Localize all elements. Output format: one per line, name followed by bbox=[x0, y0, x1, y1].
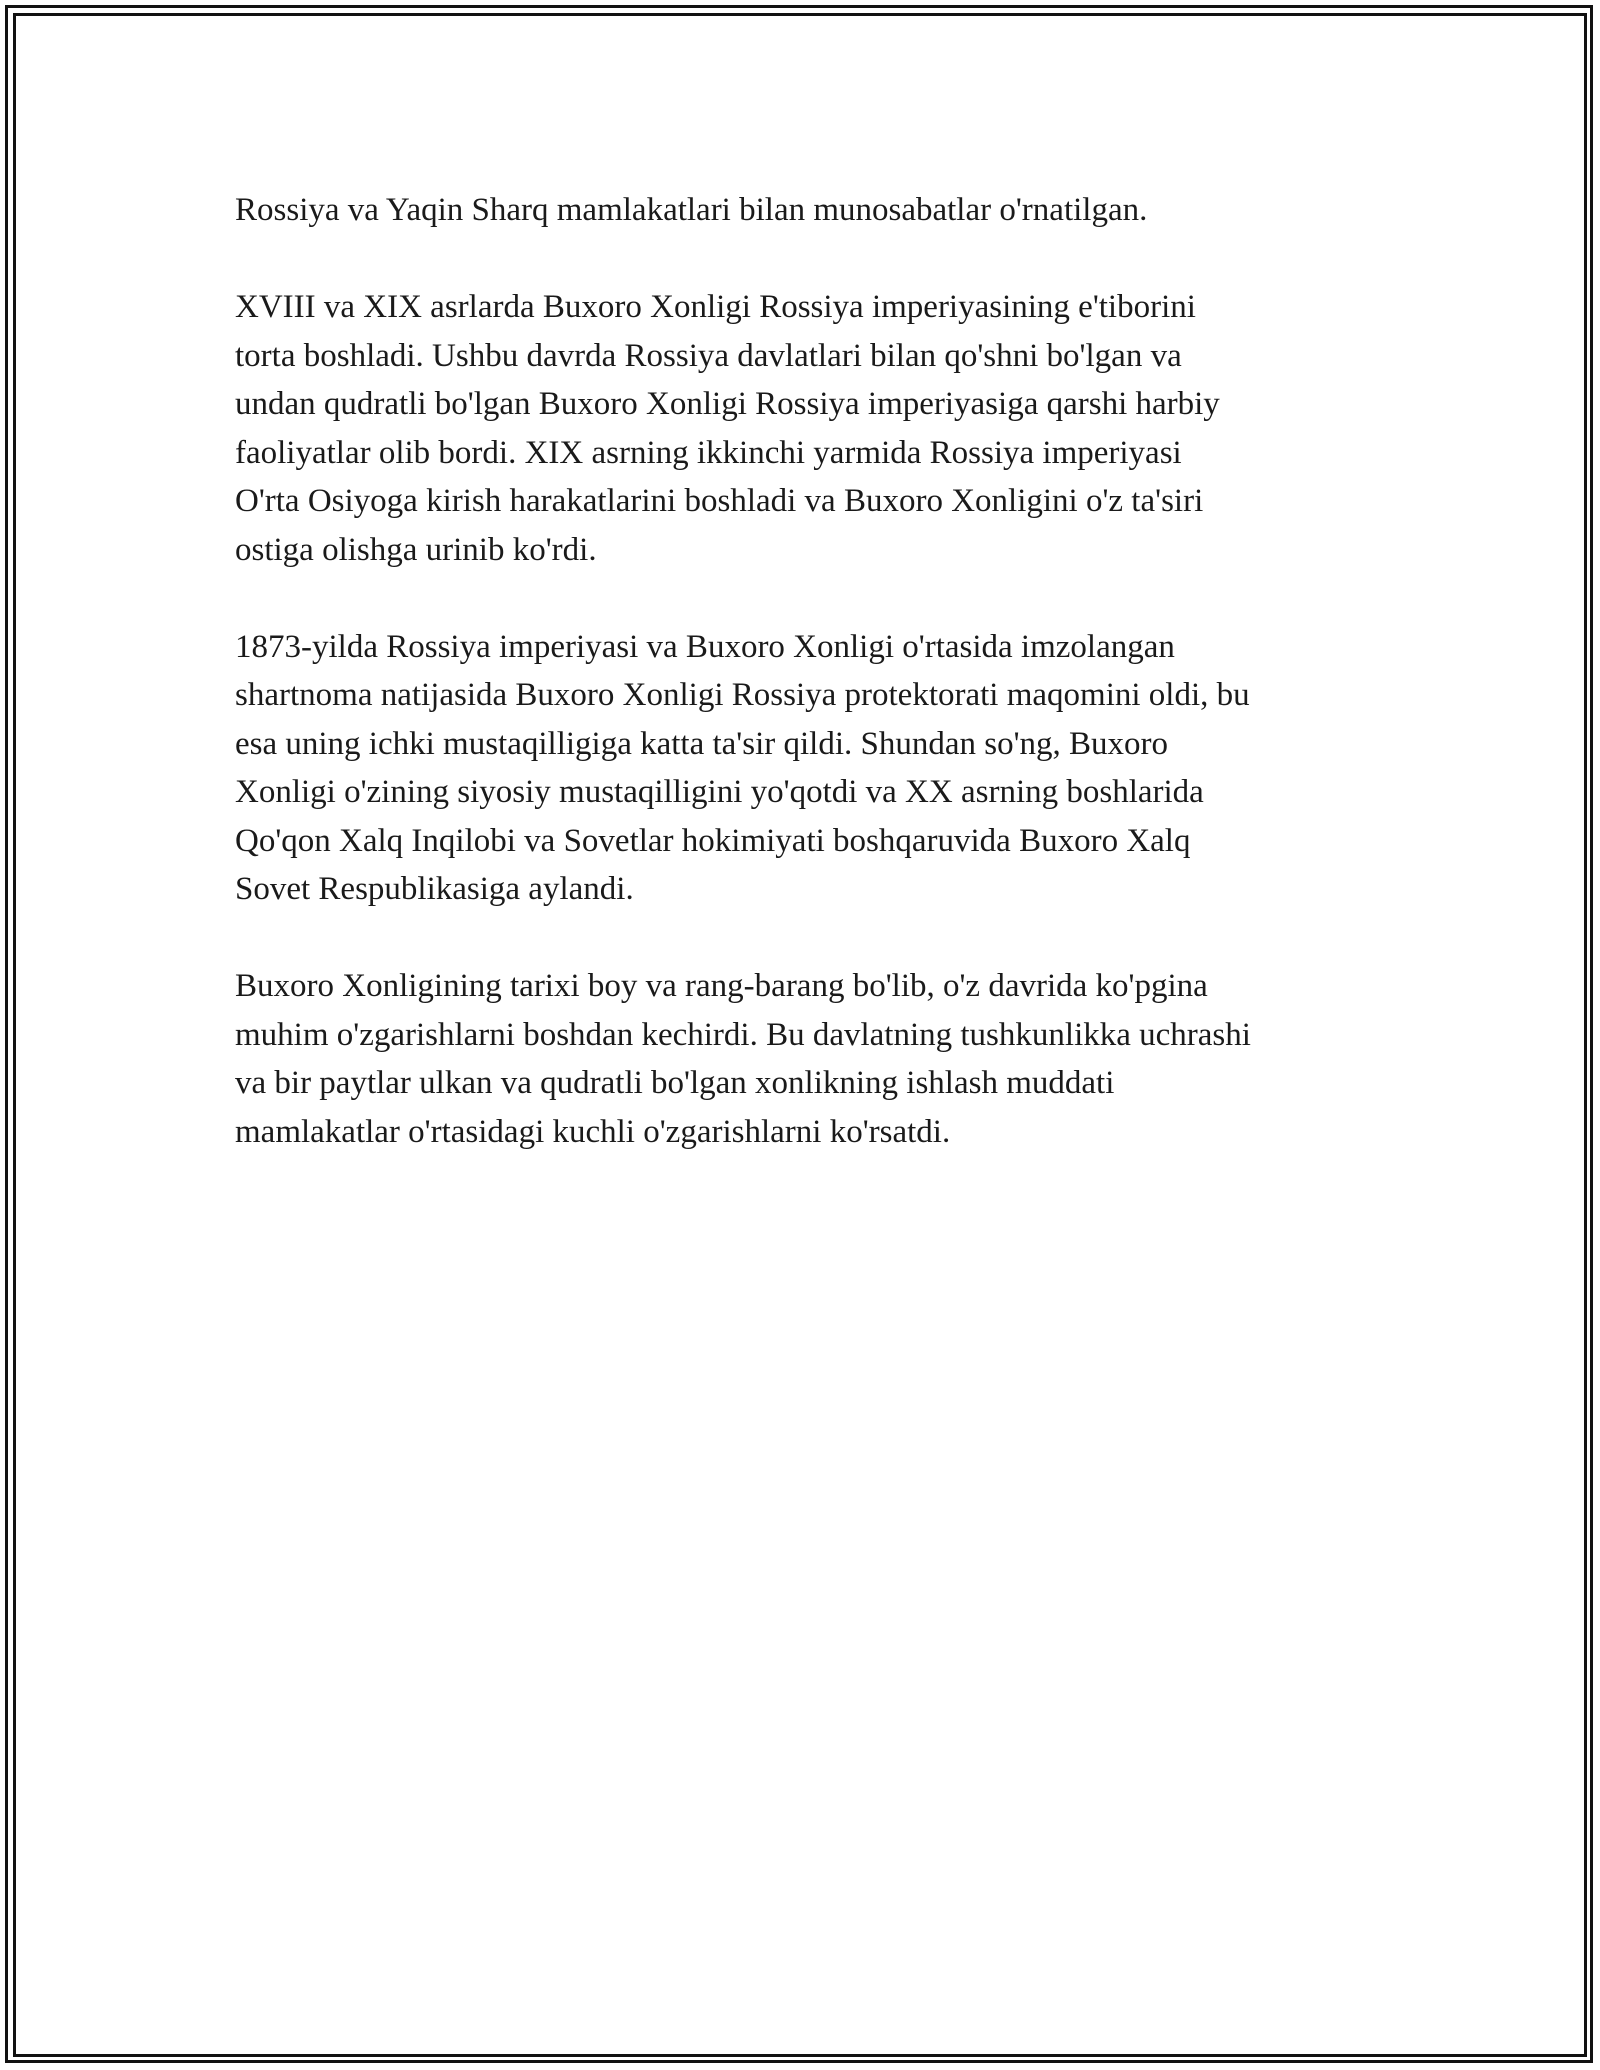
paragraph-4: Buxoro Xonligining tarixi boy va rang-barang bo'lib, o'z davrida ko'pgina muhim o'zgarishlarni boshdan kechirdi. Bu davlatning tushkunlikka uchrashi va bir paytlar ulkan va qudratli bo'lgan xonlikning ishlash muddati mamlakatlar o'rtasidagi kuchli o'zgarishlarni ko'rsatdi. bbox=[235, 968, 1251, 1150]
document-body bbox=[235, 186, 1375, 1205]
paragraph-3: 1873-yilda Rossiya imperiyasi va Buxoro Xonligi o'rtasida imzolangan shartnoma natijasida Buxoro Xonligi Rossiya protektorati maqomini oldi, bu esa uning ichki mustaqilligiga katta ta'sir qildi. Shundan so'ng, Buxoro Xonligi o'zining siyosiy mustaqilligini yo'qotdi va XX asrning boshlarida Qo'qon Xalq Inqilobi va Sovetlar hokimiyati boshqaruvida Buxoro Xalq Sovet Respublikasiga aylandi. bbox=[235, 628, 1250, 907]
paragraph-1: Rossiya va Yaqin Sharq mamlakatlari bilan munosabatlar o'rnatilgan. bbox=[235, 192, 1148, 228]
paragraph-2: XVIII va XIX asrlarda Buxoro Xonligi Rossiya imperiyasining e'tiborini torta boshladi. Ushbu davrda Rossiya davlatlari bilan qo'shni bo'lgan va undan qudratli bo'lgan Buxoro Xonligi Rossiya imperiyasiga qarshi harbiy faoliyatlar olib bordi. XIX asrning ikkinchi yarmida Rossiya imperiyasi O'rta Osiyoga kirish harakatlarini boshladi va Buxoro Xonligini o'z ta'siri ostiga olishga urinib ko'rdi. bbox=[235, 289, 1220, 568]
